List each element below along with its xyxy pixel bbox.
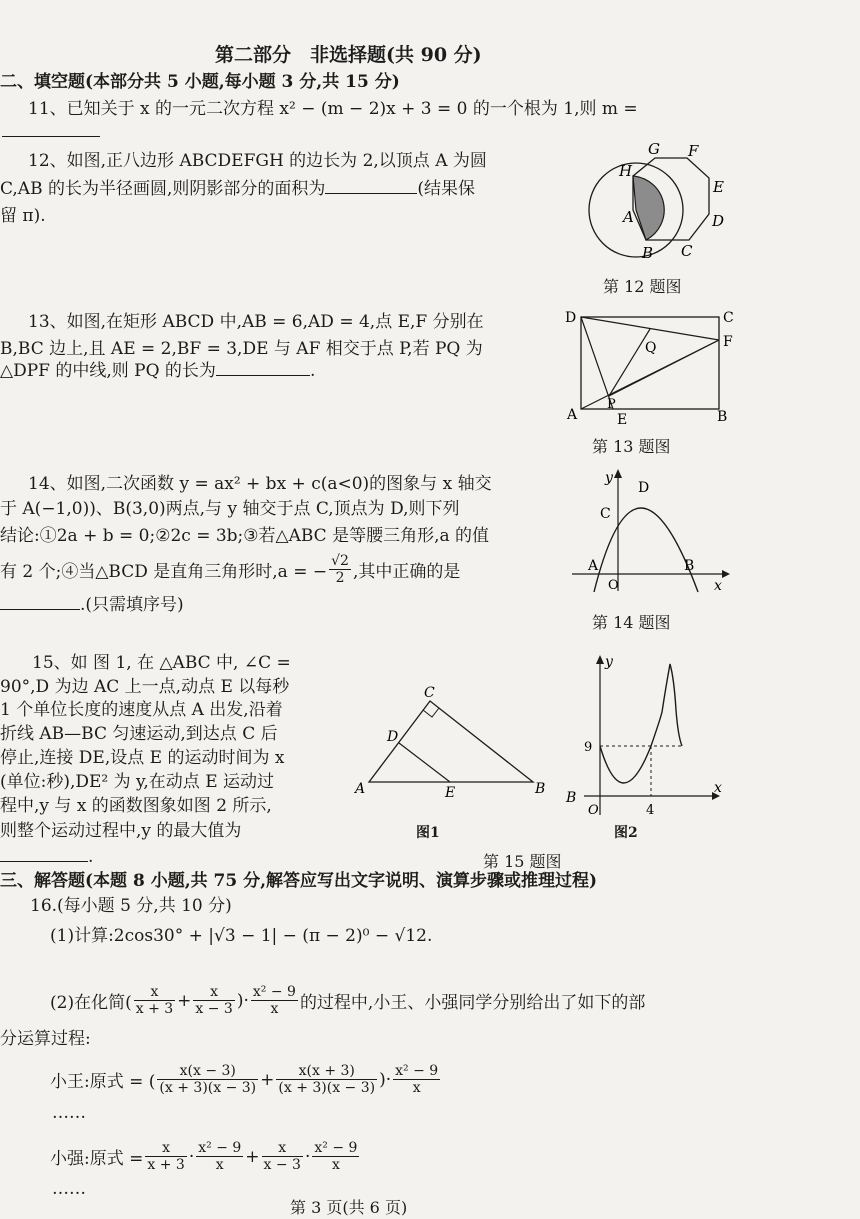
q15-fig2-label-y: y (605, 654, 613, 670)
q15-line7: 程中,y 与 x 的函数图象如图 2 所示, (0, 796, 272, 816)
q16-qiang-plus: + (245, 1146, 260, 1167)
q12-line3: 留 π). (0, 206, 46, 226)
q14-x-arrow (722, 570, 730, 578)
q14-label-a: A (588, 558, 599, 574)
q16-qiang-dot1: · (188, 1146, 195, 1167)
q15-caption: 第 15 题图 (483, 852, 562, 871)
section-3-title: 三、解答题(本题 8 小题,共 75 分,解答应写出文字说明、演算步骤或推理过程) (0, 871, 598, 891)
q16-qiang-frac2-num: x² − 9 (198, 1140, 242, 1156)
q15-line5: 停止,连接 DE,设点 E 的运动时间为 x (0, 748, 285, 768)
q16-qiang-line (50, 1140, 361, 1173)
q13-label-q: Q (645, 340, 657, 356)
q16-wang-frac2 (276, 1063, 377, 1096)
q12-line2 (0, 178, 475, 200)
q12-line1: 12、如图,正八边形 ABCDEFGH 的边长为 2,以顶点 A 为圆 (28, 151, 487, 171)
q12-label-a: A (623, 208, 634, 226)
q13-caption: 第 13 题图 (592, 437, 671, 456)
q12-caption: 第 12 题图 (603, 277, 682, 296)
q16-wang-frac3-den: x (412, 1080, 421, 1096)
q14-fraction (329, 553, 351, 586)
q14-label-b: B (684, 558, 695, 574)
q16-wang-mid: )· (379, 1069, 392, 1090)
q14-label-o: O (608, 578, 619, 593)
q16-p2-a: (2)在化简( (50, 993, 132, 1013)
q16-wang-plus: + (260, 1069, 275, 1090)
q16-p2-frac2 (193, 984, 234, 1017)
q16-qiang-frac1 (145, 1140, 186, 1173)
q14-blank (0, 609, 80, 610)
q16-p2-mid: )· (236, 990, 249, 1011)
q14-line4-b: ,其中正确的是 (352, 562, 461, 582)
q16-qiang-frac4-num: x² − 9 (314, 1140, 358, 1156)
q13-label-a: A (567, 407, 578, 423)
q12-line2-text: C,AB 的长为半径画圆,则阴影部分的面积为 (0, 179, 326, 199)
q16-head: 16.(每小题 5 分,共 10 分) (30, 896, 232, 916)
q15-line1: 15、如 图 1, 在 △ABC 中, ∠C = (32, 653, 291, 673)
q11-blank (2, 136, 100, 137)
q16-wang-frac3 (393, 1063, 440, 1096)
q15-line4: 折线 AB—BC 匀速运动,到达点 C 后 (0, 724, 278, 744)
q13-line3-text: △DPF 的中线,则 PQ 的长为 (0, 361, 216, 381)
q16-wang-frac3-num: x² − 9 (395, 1063, 439, 1079)
q16-p2-frac3-den: x (270, 1001, 279, 1017)
q12-figure (585, 136, 735, 266)
part-title: 第二部分 非选择题(共 90 分) (215, 44, 482, 66)
q15-fig2-label-x: x (714, 780, 722, 796)
q13-line-df (581, 317, 719, 340)
q14-line5 (0, 594, 184, 616)
q15-fig1-label-a: A (355, 781, 366, 797)
q14-label-x: x (714, 578, 722, 594)
q16-p2-b: 的过程中,小王、小强同学分别给出了如下的部 (299, 993, 646, 1013)
q15-fig2-caption: 图2 (614, 825, 638, 841)
q14-label-d: D (638, 480, 650, 496)
q13-figure (565, 308, 745, 428)
q13-rectangle (581, 317, 719, 409)
q15-figure2 (562, 650, 737, 825)
q16-qiang-frac4 (312, 1140, 359, 1173)
q16-p2-plus: + (177, 990, 192, 1011)
q14-line1: 14、如图,二次函数 y = ax² + bx + c(a<0)的图象与 x 轴交 (28, 474, 492, 494)
q12-label-d: D (712, 212, 725, 230)
q15-fig2-label-o: O (588, 803, 599, 818)
q12-label-f: F (688, 142, 699, 160)
q15-line2: 90°,D 为边 AC 上一点,动点 E 以每秒 (0, 677, 290, 697)
q14-label-c: C (600, 506, 611, 522)
q15-figure1 (355, 685, 555, 800)
q16-dots1: …… (52, 1103, 86, 1123)
q13-line3: △DPF 的中线,则 PQ 的长为 . (0, 361, 316, 381)
q16-part2-line2: 分运算过程: (0, 1029, 91, 1049)
q13-label-d: D (565, 310, 577, 326)
q16-p2-frac1-num: x (134, 984, 175, 1001)
q12-label-g: G (648, 140, 660, 158)
q12-label-c: C (681, 242, 693, 260)
q16-wang-line (50, 1063, 442, 1096)
q16-wang-frac1-den: (x + 3)(x − 3) (159, 1080, 257, 1096)
q14-line3: 结论:①2a + b = 0;②2c = 3b;③若△ABC 是等腰三角形,a 的值 (0, 526, 490, 546)
q11-text: 11、已知关于 x 的一元二次方程 x² − (m − 2)x + 3 = 0 的一个根为 1,则 m = (28, 99, 638, 119)
q15-fig2-label-9: 9 (584, 740, 593, 755)
q15-line8: 则整个运动过程中,y 的最大值为 (0, 821, 242, 841)
q16-qiang-frac3 (262, 1140, 303, 1173)
q16-wang-frac2-num: x(x + 3) (276, 1063, 377, 1080)
q15-fig1-caption: 图1 (416, 825, 440, 841)
q16-part2-line1 (50, 984, 645, 1017)
page-footer: 第 3 页(共 6 页) (290, 1198, 408, 1217)
q14-figure (572, 466, 742, 596)
q16-p2-frac2-num: x (193, 984, 234, 1001)
q16-qiang-frac2 (196, 1140, 243, 1173)
q12-label-h: H (619, 162, 633, 180)
q13-label-c: C (723, 310, 734, 326)
q14-y-arrow (614, 469, 622, 478)
q13-line2: B,BC 边上,且 AE = 2,BF = 3,DE 与 AF 相交于点 P,若 PQ 为 (0, 339, 483, 359)
q14-line4 (0, 553, 460, 586)
q16-wang-frac2-den: (x + 3)(x − 3) (278, 1080, 376, 1096)
q16-qiang-frac3-den: x − 3 (263, 1157, 301, 1173)
q12-blank (325, 193, 417, 194)
q12-label-b: B (642, 244, 654, 262)
q15-line3: 1 个单位长度的速度从点 A 出发,沿着 (0, 700, 283, 720)
q16-p2-frac3-num: x² − 9 (252, 984, 296, 1000)
q13-label-p: P (607, 397, 616, 412)
q16-p2-frac3 (251, 984, 298, 1017)
q14-line4-a: 有 2 个;④当△BCD 是直角三角形时,a = − (0, 562, 328, 582)
q16-dots2: …… (52, 1179, 86, 1199)
q15-fig1-label-c: C (424, 685, 435, 701)
q16-qiang-frac1-num: x (145, 1140, 186, 1157)
q13-line1: 13、如图,在矩形 ABCD 中,AB = 6,AD = 4,点 E,F 分别在 (28, 312, 484, 332)
q16-qiang-frac4-den: x (331, 1157, 340, 1173)
q14-caption: 第 14 题图 (592, 613, 671, 632)
q16-wang-a: 小王:原式 = ( (50, 1072, 156, 1092)
q15-segment-de (399, 743, 450, 782)
q16-qiang-frac3-num: x (262, 1140, 303, 1157)
q14-line5-text: .(只需填序号) (80, 595, 184, 615)
q16-part1: (1)计算:2cos30° + |√3 − 1| − (π − 2)⁰ − √12. (50, 926, 433, 946)
q13-blank (216, 375, 310, 376)
q14-line2: 于 A(−1,0))、B(3,0)两点,与 y 轴交于点 C,顶点为 D,则下列 (0, 499, 460, 519)
q12-line2-tail: (结果保 (417, 179, 476, 199)
q16-qiang-dot2: · (304, 1146, 311, 1167)
q14-fraction-num: √2 (331, 553, 349, 569)
section-2-title: 二、填空题(本部分共 5 小题,每小题 3 分,共 15 分) (0, 72, 400, 92)
q15-fig2-label-4: 4 (646, 803, 655, 818)
q13-label-b: B (717, 409, 728, 425)
q16-p2-frac2-den: x − 3 (195, 1001, 233, 1017)
q15-fig1-label-d: D (387, 729, 399, 745)
q15-fig2-curve (600, 664, 682, 783)
q15-line9-text: . (88, 847, 94, 867)
q12-label-e: E (713, 178, 724, 196)
q16-wang-frac1 (157, 1063, 258, 1096)
q16-p2-frac1-den: x + 3 (135, 1001, 174, 1017)
q15-fig1-label-e: E (445, 785, 456, 801)
q15-right-angle-mark (423, 708, 439, 717)
q15-line9 (0, 846, 93, 868)
q16-qiang-a: 小强:原式 = (50, 1149, 144, 1169)
q15-fig2-label-b: B (566, 790, 577, 806)
q16-wang-frac1-num: x(x − 3) (157, 1063, 258, 1080)
q15-fig1-label-b: B (535, 781, 546, 797)
q13-label-e: E (617, 412, 628, 428)
q12-shaded-sector (633, 176, 664, 240)
q14-label-y: y (605, 470, 613, 486)
q15-line6: (单位:秒),DE² 为 y,在动点 E 运动过 (0, 772, 275, 792)
q13-label-f: F (723, 334, 733, 350)
q14-fraction-den: 2 (335, 570, 345, 586)
q15-blank (0, 861, 88, 862)
q15-fig2-y-arrow (596, 655, 604, 664)
q16-qiang-frac2-den: x (215, 1157, 224, 1173)
q16-qiang-frac1-den: x + 3 (147, 1157, 185, 1173)
q16-p2-frac1 (134, 984, 175, 1017)
